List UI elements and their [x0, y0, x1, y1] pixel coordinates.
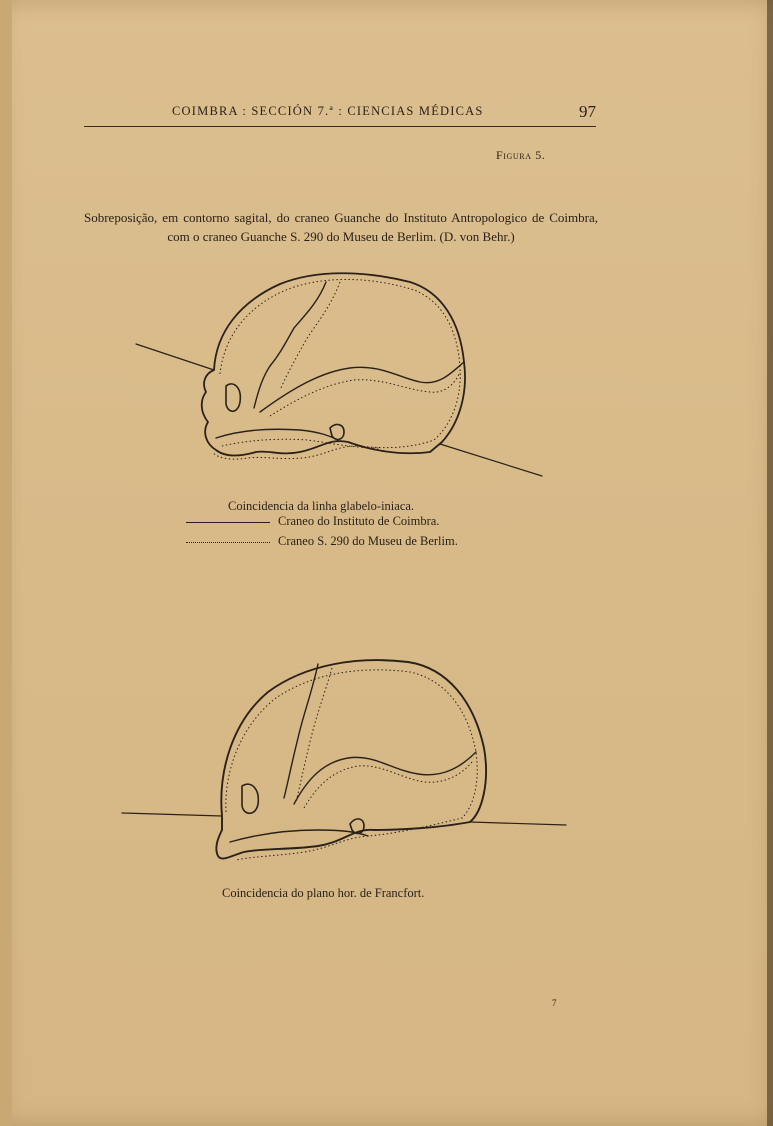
legend-solid-label: Craneo do Instituto de Coimbra. [278, 514, 440, 528]
legend-solid-line [186, 522, 270, 523]
legend-dotted-label: Craneo S. 290 do Museu de Berlim. [278, 534, 458, 548]
francfort-line-left [122, 813, 222, 816]
solid-temporal [260, 362, 464, 412]
glabelo-iniac-line-right [440, 444, 542, 476]
signature-mark: 7 [552, 998, 557, 1008]
dotted-temporal [270, 372, 460, 416]
solid-mastoid [330, 425, 344, 440]
upper-skull-overlay [130, 262, 550, 487]
lower-figure-caption: Coincidencia do plano hor. de Francfort. [222, 886, 425, 900]
running-head [84, 100, 596, 126]
solid-temporal [294, 752, 476, 804]
dotted-suture [296, 668, 332, 802]
solid-orbit [242, 784, 258, 813]
figure-label: Figura 5. [496, 148, 546, 162]
figure-caption: Sobreposição, em contorno sagital, do craneo Guanche do Instituto Antropologico de Coimbra, com o craneo Guanche S. 290 do Museu de Berlim. (D. von Behr.) [84, 210, 598, 244]
solid-skull-outline [202, 273, 465, 455]
legend-dotted-line [186, 542, 270, 543]
running-title: COIMBRA : SECCIÓN 7.ª : CIENCIAS MÉDICAS [172, 104, 484, 118]
glabelo-iniac-line-left [136, 344, 214, 370]
page-left-edge [0, 0, 12, 1126]
page-right-edge [767, 0, 773, 1126]
header-rule [84, 126, 596, 127]
francfort-line-right [470, 822, 566, 825]
dotted-base [222, 439, 380, 448]
solid-zygomatic [216, 429, 338, 440]
page-number: 97 [579, 102, 596, 121]
lower-skull-overlay [118, 652, 570, 874]
dotted-temporal [304, 762, 472, 808]
dotted-skull-outline [212, 279, 460, 459]
solid-orbit [226, 384, 240, 411]
legend-title: Coincidencia da linha glabelo-iniaca. [228, 499, 415, 513]
